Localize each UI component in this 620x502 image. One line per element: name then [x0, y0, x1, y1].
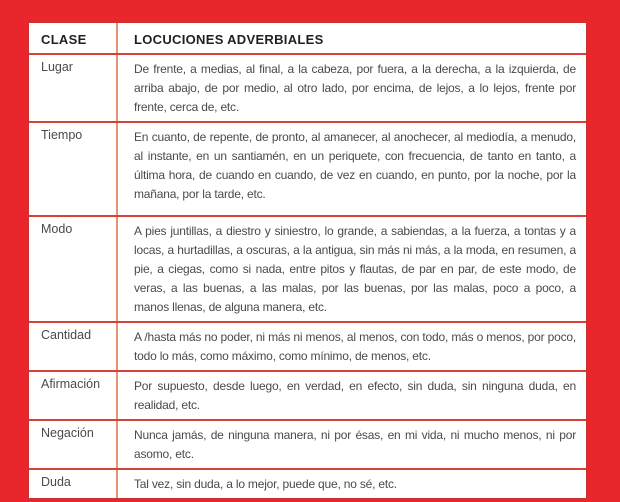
- table-row-modo: [29, 216, 586, 322]
- table-row-lugar: [29, 54, 586, 122]
- table-row-afirmacion: [29, 371, 586, 420]
- clase-cell: Cantidad: [29, 322, 117, 371]
- clase-cell: Modo: [29, 216, 117, 322]
- header-clase: CLASE: [29, 23, 117, 54]
- table-row-duda: [29, 469, 586, 498]
- locuciones-cell: En cuanto, de repente, de pronto, al amanecer, al anochecer, al mediodía, a menudo, al instante, en un santiamén, en un periquete, con frecuencia, de tanto en tanto, a última hora, de cuando en cuando, de vez en cuando, en punto, por la noche, por la mañana, por la tarde, etc.: [117, 122, 586, 216]
- locuciones-cell: Nunca jamás, de ninguna manera, ni por ésas, en mi vida, ni mucho menos, ni por asomo, etc.: [117, 420, 586, 469]
- clase-cell: Afirmación: [29, 371, 117, 420]
- clase-cell: Tiempo: [29, 122, 117, 216]
- locuciones-cell: Por supuesto, desde luego, en verdad, en efecto, sin duda, sin ninguna duda, en realidad, etc.: [117, 371, 586, 420]
- table-row-negacion: [29, 420, 586, 469]
- locuciones-cell: A /hasta más no poder, ni más ni menos, al menos, con todo, más o menos, por poco, todo lo más, como máximo, como mínimo, de menos, etc.: [117, 322, 586, 371]
- table-row-cantidad: [29, 322, 586, 371]
- adverbial-locutions-sheet: [28, 22, 587, 499]
- locuciones-cell: De frente, a medias, al final, a la cabeza, por fuera, a la derecha, a la izquierda, de arriba abajo, de por medio, al otro lado, por encima, de lejos, a lo lejos, frente por frente, cerca de, etc.: [117, 54, 586, 122]
- adverbial-locutions-table: [29, 23, 586, 498]
- locuciones-cell: Tal vez, sin duda, a lo mejor, puede que, no sé, etc.: [134, 477, 397, 491]
- header-locuciones: LOCUCIONES ADVERBIALES: [117, 23, 586, 54]
- table-header-row: [29, 23, 586, 54]
- clase-cell: Lugar: [29, 54, 117, 122]
- locuciones-cell: A pies juntillas, a diestro y siniestro, lo grande, a sabiendas, a la fuerza, a tontas y a locas, a hurtadillas, a oscuras, a la antigua, sin más ni más, a la moda, en resumen, a pie, a ciegas, como si nada, entre pitos y flautas, de par en par, de este modo, de veras, a las buenas, a las malas, por las buenas, por las malas, poco a poco, a manos llenas, de alguna manera, etc.: [117, 216, 586, 322]
- clase-cell: Negación: [29, 420, 117, 469]
- clase-cell: Duda: [29, 469, 117, 498]
- table-row-tiempo: [29, 122, 586, 216]
